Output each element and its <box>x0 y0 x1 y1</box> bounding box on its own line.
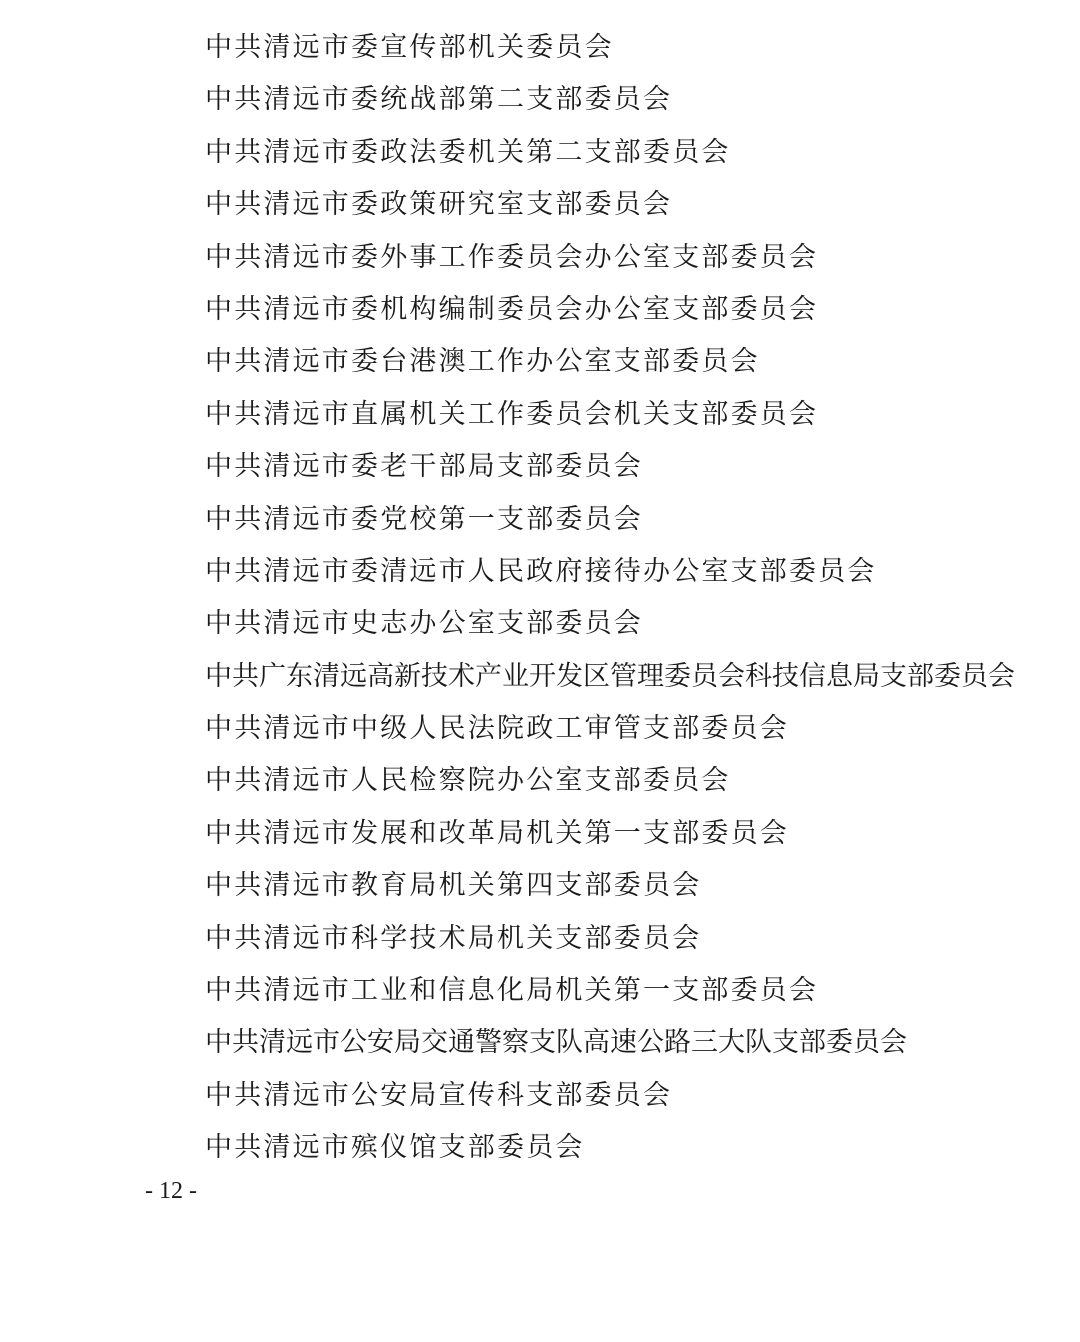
organization-item: 中共清远市委统战部第二支部委员会 <box>205 84 673 116</box>
organization-item: 中共清远市公安局交通警察支队高速公路三大队支部委员会 <box>205 1027 907 1059</box>
organization-item: 中共广东清远高新技术产业开发区管理委员会科技信息局支部委员会 <box>205 660 1015 692</box>
organization-item: 中共清远市委政法委机关第二支部委员会 <box>205 136 731 168</box>
page-number: - 12 - <box>145 1178 197 1204</box>
organization-item: 中共清远市委台港澳工作办公室支部委员会 <box>205 346 760 378</box>
organization-item: 中共清远市委机构编制委员会办公室支部委员会 <box>205 293 819 325</box>
organization-item: 中共清远市委老干部局支部委员会 <box>205 451 643 483</box>
organization-item: 中共清远市委党校第一支部委员会 <box>205 503 643 535</box>
organization-list <box>205 22 1015 1175</box>
organization-item: 中共清远市公安局宣传科支部委员会 <box>205 1079 673 1111</box>
organization-item: 中共清远市工业和信息化局机关第一支部委员会 <box>205 975 819 1007</box>
organization-item: 中共清远市中级人民法院政工审管支部委员会 <box>205 713 789 745</box>
organization-item: 中共清远市教育局机关第四支部委员会 <box>205 870 702 902</box>
organization-item: 中共清远市委宣传部机关委员会 <box>205 32 614 63</box>
organization-item: 中共清远市殡仪馆支部委员会 <box>205 1132 585 1164</box>
organization-item: 中共清远市人民检察院办公室支部委员会 <box>205 765 731 797</box>
organization-item: 中共清远市史志办公室支部委员会 <box>205 608 643 640</box>
organization-item: 中共清远市直属机关工作委员会机关支部委员会 <box>205 398 819 430</box>
organization-item: 中共清远市发展和改革局机关第一支部委员会 <box>205 817 789 849</box>
organization-item: 中共清远市委清远市人民政府接待办公室支部委员会 <box>205 555 877 587</box>
organization-item: 中共清远市科学技术局机关支部委员会 <box>205 922 702 954</box>
organization-item: 中共清远市委外事工作委员会办公室支部委员会 <box>205 241 819 273</box>
organization-item: 中共清远市委政策研究室支部委员会 <box>205 189 673 221</box>
